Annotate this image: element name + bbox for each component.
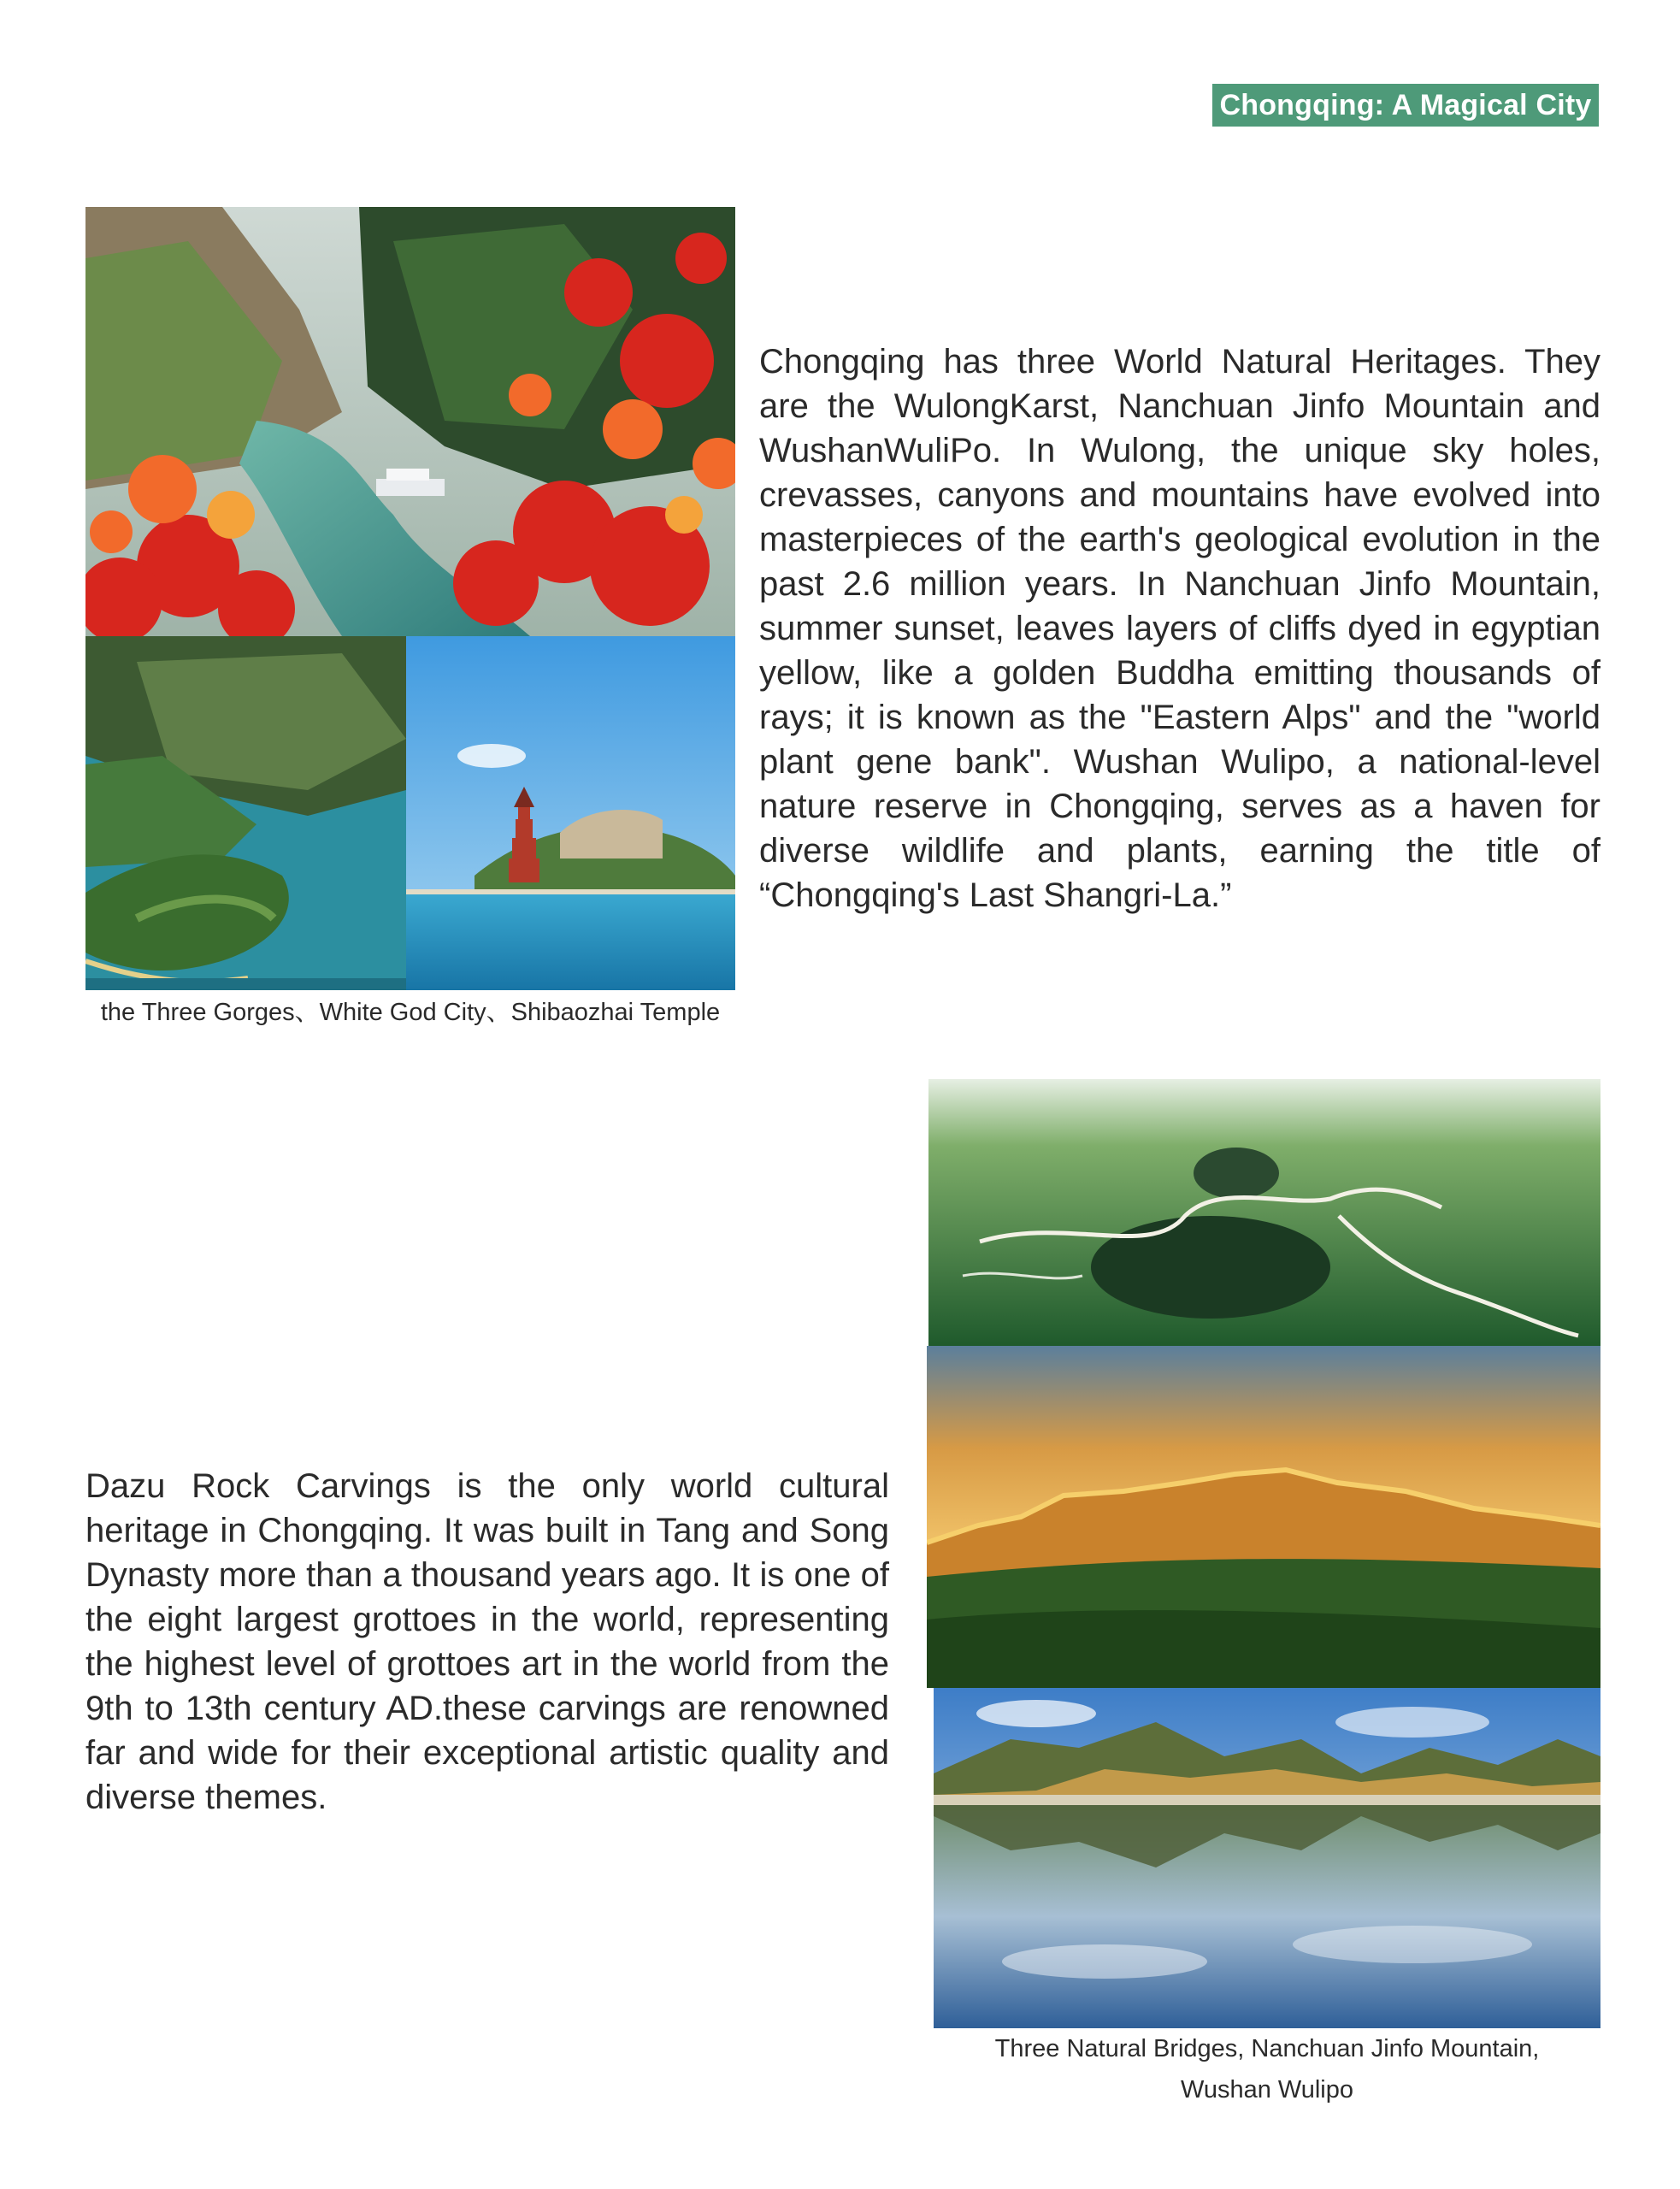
bottom-collage-caption-line1: Three Natural Bridges, Nanchuan Jinfo Mountain,: [994, 2035, 1540, 2062]
jinfo-mountain-photo: [927, 1346, 1600, 1688]
three-gorges-photo: [85, 207, 735, 636]
page-title-badge: Chongqing: A Magical City: [1212, 84, 1599, 127]
white-god-city-photo: [85, 636, 406, 990]
natural-heritage-paragraph: Chongqing has three World Natural Heritages. They are the WulongKarst, Nanchuan Jinfo Mountain and WushanWuliPo. In Wulong, the unique sky holes, crevasses, canyons and mountains have evolved into masterpieces of the earth's geological evolution in the past 2.6 million years. In Nanchuan Jinfo Mountain, summer sunset, leaves layers of cliffs dyed in egyptian yellow, like a golden Buddha emitting thousands of rays; it is known as the "Eastern Alps" and the "world plant gene bank". Wushan Wulipo, a national-level nature reserve in Chongqing, serves as a haven for diverse wildlife and plants, earning the title of “Chongqing's Last Shangri-La.”: [759, 343, 1600, 914]
dazu-rock-carvings-paragraph: Dazu Rock Carvings is the only world cultural heritage in Chongqing. It was built in Tang and Song Dynasty more than a thousand years ago. It is one of the eight largest grottoes in the world, representing the highest level of grottoes art in the world from the 9th to 13th century AD.these carvings are renowned far and wide for their exceptional artistic quality and diverse themes.: [85, 1467, 889, 1816]
shibaozhai-temple-photo: [406, 636, 735, 990]
wushan-wulipo-photo: [934, 1688, 1600, 2028]
top-collage-caption: the Three Gorges、White God City、Shibaozhai Temple: [100, 999, 721, 1026]
three-natural-bridges-photo: [928, 1079, 1600, 1346]
bottom-collage-caption-line2: Wushan Wulipo: [1180, 2076, 1354, 2103]
